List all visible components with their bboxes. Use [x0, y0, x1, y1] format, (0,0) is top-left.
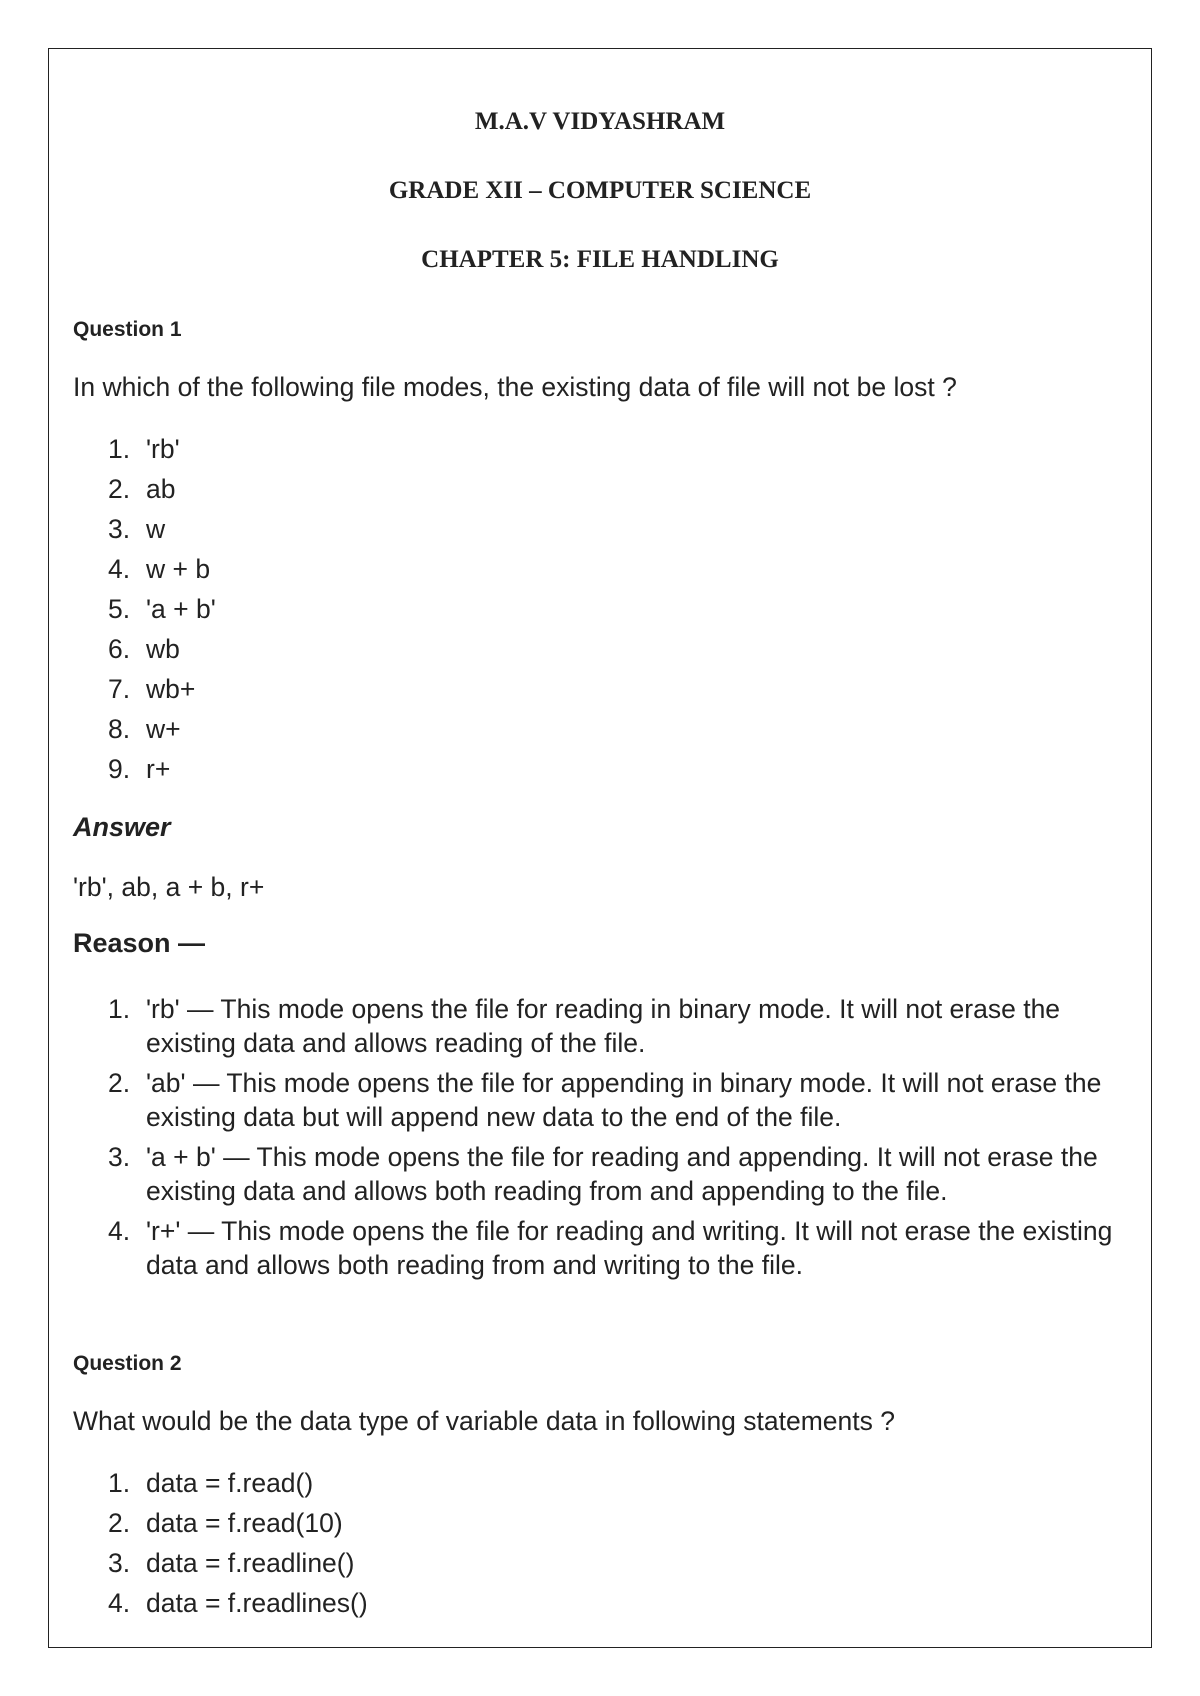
list-item: 2. data = f.read(10)	[108, 1508, 343, 1538]
list-item: 1. 'rb'	[108, 434, 180, 464]
question-1-options	[108, 429, 216, 789]
question-1-text: In which of the following file modes, the existing data of file will not be lost ?	[73, 372, 957, 402]
list-item: 1. 'rb' — This mode opens the file for reading in binary mode. It will not erase the existing data and allows reading of the file.	[108, 994, 1061, 1058]
list-item: 7. wb+	[108, 674, 196, 704]
answer-text: 'rb', ab, a + b, r+	[73, 872, 265, 902]
list-item: 3. 'a + b' — This mode opens the file for reading and appending. It will not erase the existing data and allows both reading from and appending to the file.	[108, 1142, 1098, 1206]
list-item: 4. w + b	[108, 554, 211, 584]
list-item: 2. ab	[108, 474, 176, 504]
list-item: 1. data = f.read()	[108, 1468, 314, 1498]
list-item: 2. 'ab' — This mode opens the file for appending in binary mode. It will not erase the existing data but will append new data to the end of the file.	[108, 1068, 1102, 1132]
list-item: 8. w+	[108, 714, 181, 744]
question-2-options	[108, 1463, 368, 1623]
question-2-text: What would be the data type of variable data in following statements ?	[73, 1406, 895, 1436]
list-item: 4. 'r+' — This mode opens the file for reading and writing. It will not erase the existing data and allows both reading from and writing to the file.	[108, 1216, 1113, 1280]
list-item: 5. 'a + b'	[108, 594, 216, 624]
chapter-title: CHAPTER 5: FILE HANDLING	[421, 246, 779, 273]
list-item: 3. data = f.readline()	[108, 1548, 355, 1578]
reason-heading: Reason —	[73, 928, 206, 958]
grade-title: GRADE XII – COMPUTER SCIENCE	[388, 177, 812, 204]
list-item: 4. data = f.readlines()	[108, 1588, 368, 1618]
question-1-label: Question 1	[73, 318, 182, 341]
list-item: 3. w	[108, 514, 166, 544]
list-item: 6. wb	[108, 634, 180, 664]
school-name: M.A.V VIDYASHRAM	[474, 108, 726, 135]
question-2-label: Question 2	[73, 1352, 182, 1375]
reason-list	[108, 992, 1138, 1288]
answer-heading: Answer	[73, 812, 171, 842]
list-item: 9. r+	[108, 754, 171, 784]
